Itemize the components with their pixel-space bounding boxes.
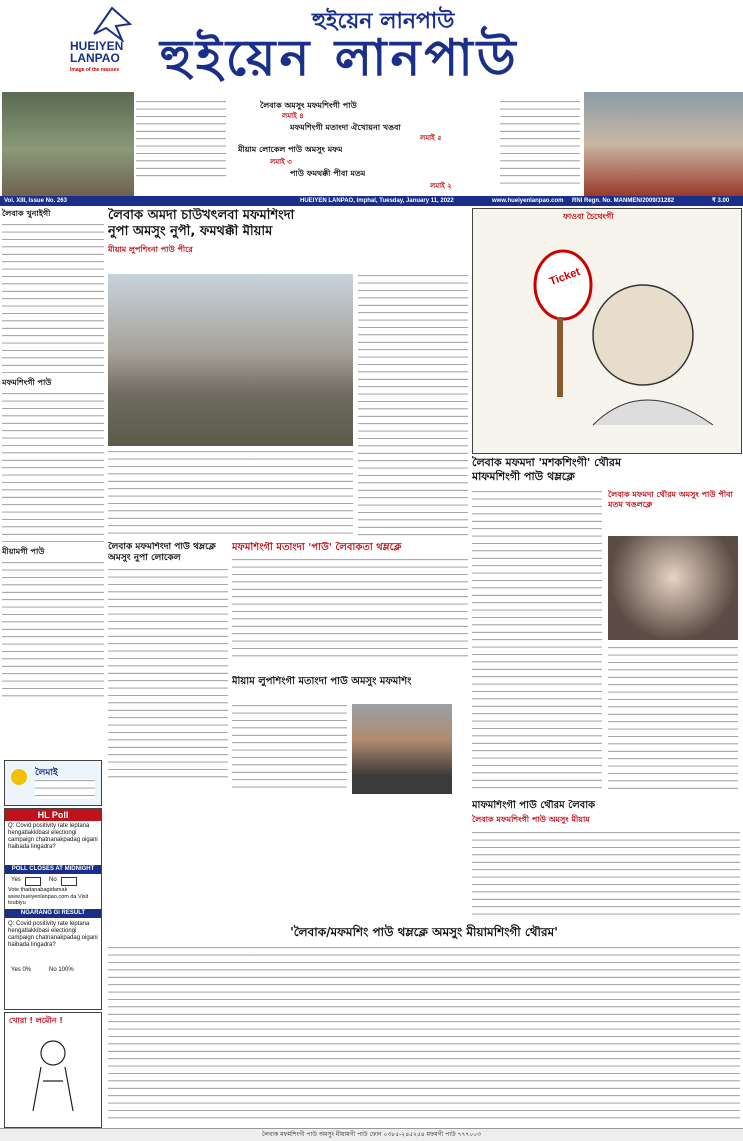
cartoon-box bbox=[472, 208, 742, 454]
cartoon-sign: Ticket bbox=[547, 265, 582, 289]
lead-subheadline: মীয়াম লুপশিংনা পাউ পীরে bbox=[108, 245, 193, 254]
cartoon-label: ফাওবা চৈথেংগী bbox=[563, 212, 614, 221]
second-lead-headline-1: লৈবাক মফমদা 'মশকশিংগী' থৌরম bbox=[472, 456, 622, 469]
poll-result-question: Q: Covid positivity rate leptana hengatlakkibasi electiongi campaign chatnanakpadag oigani haibada lingadra? bbox=[8, 921, 98, 948]
weather-box bbox=[4, 760, 102, 806]
poll-result-yes: Yes 0% bbox=[11, 967, 32, 973]
lead-headline-2: নুপা অমসুং নুপী, ফমথক্কী মীয়াম bbox=[108, 224, 273, 239]
lead-headline-1: লৈবাক অমদা চাউখৎলবা মফমশিংদা bbox=[108, 208, 295, 223]
mid-story-1: লৈবাক মফমশিংদা পাউ থম্লক্লে অমসুং নুপা লোকেল bbox=[108, 542, 228, 797]
poll-question: Q: Covid positivity rate leptana hengatlakkibasi electiongi campaign chatnanakpadag oigani haibada lingadra? bbox=[8, 823, 98, 850]
comic-drawing-icon bbox=[13, 1031, 93, 1121]
poll-vote-note[interactable]: Vote thadanabagidamak www.hueiyenlanpao.com da Visit toubiyu bbox=[8, 887, 89, 906]
left-headline-3: মীয়ামগী পাউ bbox=[2, 547, 45, 556]
mid-story-2: মফমশিংগী মতাংদা 'পাউ' লৈবাকতা থম্লক্লে bbox=[232, 542, 468, 672]
footer: লৈবাক মফমশিংগী পাউ অমসুং মীয়ামগী পাউ ফোন ০৩৮৫-২৪৫২৫৪ মফমগী পাউ ৭৭৭০০৩ bbox=[0, 1128, 743, 1141]
poll-yes-box[interactable] bbox=[25, 877, 41, 886]
sun-icon bbox=[11, 769, 27, 785]
second-lead bbox=[472, 456, 740, 796]
lead-story bbox=[108, 208, 468, 538]
masthead-main-title: হুইয়েন লানপাউ bbox=[160, 29, 520, 87]
comic-strip bbox=[4, 1012, 102, 1128]
masthead-top-title: হুইয়েন লানপাউ bbox=[312, 9, 455, 34]
cartoon-drawing bbox=[493, 225, 723, 445]
mid-story-3-photo bbox=[352, 704, 452, 794]
left-column bbox=[2, 208, 104, 748]
top-right-teaser bbox=[500, 100, 580, 186]
lead-photo bbox=[108, 274, 353, 446]
poll-result-no: No 100% bbox=[49, 967, 74, 973]
poll-cta: POLL CLOSES AT MIDNIGHT bbox=[5, 865, 101, 874]
left-headline-2: মফমশিংগী পাউ bbox=[2, 378, 52, 387]
price: ₹ 3.00 bbox=[712, 198, 730, 204]
comic-title: খোরা ! লমৌন ! bbox=[9, 1016, 63, 1025]
website-link[interactable]: www.hueiyenlanpao.com bbox=[492, 198, 564, 204]
poll-box bbox=[4, 808, 102, 1010]
weather-label: লৈমাই bbox=[35, 768, 58, 778]
left-headline-1: লৈবাক খুনাইগী bbox=[2, 209, 51, 218]
rni-number: RNI Regn. No. MANMEN/2009/31282 bbox=[572, 198, 675, 204]
top-left-teaser bbox=[136, 100, 226, 180]
poll-no-box[interactable] bbox=[61, 877, 77, 886]
top-teasers: লৈবাক অমসুং মফমশিংগী পাউ লমাই ৪ মফমশিংগী মতাংদা ঐখোয়না খঙবা লমাই ৫ মীয়াম লোকেল পাউ অমসুং মফম লমাই ৩ পাউ ফমথক্কী পীবা মতম লমাই ২ bbox=[238, 101, 452, 190]
poll-title: HL Poll bbox=[5, 809, 101, 821]
side-quote: লৈবাক মফমদা থৌরম অমসুং পাউ পীবা মতম খঙলক্লে bbox=[608, 490, 733, 509]
poll-result-title: NGARANG GI RESULT bbox=[5, 909, 101, 918]
dateline: HUEIYEN LANPAO, Imphal, Tuesday, January 11, 2022 bbox=[300, 198, 454, 204]
masthead bbox=[0, 0, 743, 92]
logo-text: HUEIYEN LANPAO Image of the masses bbox=[70, 39, 124, 73]
hueiyen-logo-icon bbox=[92, 6, 132, 42]
top-left-photo bbox=[2, 92, 134, 196]
mid-story-4: মাফমশিংগী পাউ থৌরম লৈবাক লৈবাক মফমশিংগী পাউ অমসুং মীয়াম bbox=[472, 800, 740, 920]
mid-story-3: মীয়াম লুপশিংগী মতাংদা পাউ অমসুং মফমশিং bbox=[232, 676, 468, 796]
info-strip bbox=[0, 196, 743, 206]
top-right-photo bbox=[584, 92, 743, 196]
issue-number: Vol. XIII, Issue No. 263 bbox=[4, 198, 67, 204]
second-lead-headline-2: মাফমশিংগী পাউ থম্লক্লে bbox=[472, 470, 575, 483]
poll-no-label: No bbox=[49, 877, 57, 883]
bottom-story: 'লৈবাক/মফমশিং পাউ থম্লক্লে অমসুং মীয়ামশিংগী থৌরম' bbox=[108, 924, 740, 1124]
second-lead-photo bbox=[608, 536, 738, 640]
poll-yes-label: Yes bbox=[11, 877, 21, 883]
